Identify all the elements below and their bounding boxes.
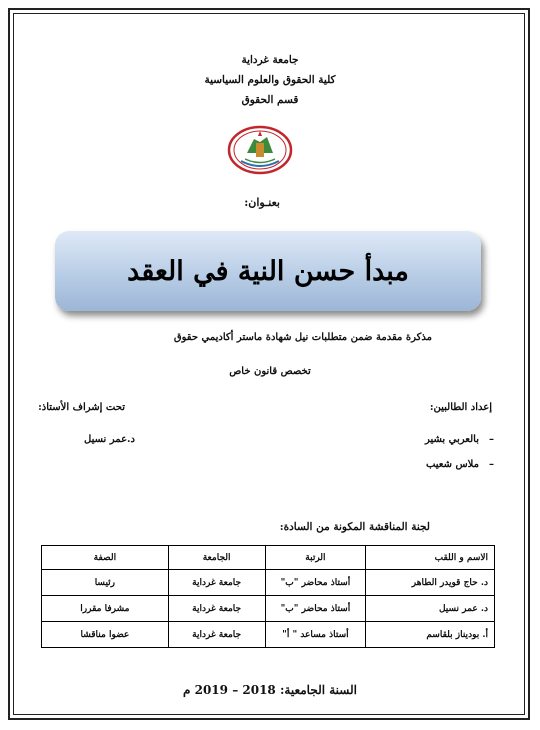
- member-rank: أستاذ مساعد " أ": [265, 622, 366, 648]
- faculty-name: كلية الحقوق والعلوم السياسية: [204, 74, 336, 86]
- student-item: [426, 459, 494, 470]
- table-row: [42, 570, 495, 596]
- university-name: جامعة غرداية: [241, 54, 299, 66]
- list-dash: –: [489, 459, 494, 470]
- department-name: قسم الحقوق: [241, 94, 299, 106]
- student-item: [425, 434, 494, 445]
- university-logo: [227, 123, 293, 175]
- subject-label: بعنـوان:: [244, 196, 280, 209]
- member-university: جامعة غرداية: [168, 570, 265, 596]
- specialization: تخصص قانون خاص: [229, 366, 311, 377]
- title-banner: [55, 231, 481, 311]
- student-name: بالعربي بشير: [424, 434, 479, 445]
- member-name: أ. بوديناز بلقاسم: [366, 622, 495, 648]
- supervisor-label: تحت إشراف الأستاذ:: [38, 402, 125, 413]
- header-name: الاسم و اللقب: [366, 546, 495, 570]
- table-row: [42, 596, 495, 622]
- thesis-title: مبدأ حسن النية في العقد: [127, 255, 409, 287]
- member-rank: أستاذ محاضر "ب": [265, 570, 366, 596]
- student-name: ملاس شعيب: [425, 459, 479, 470]
- table-row: [42, 622, 495, 648]
- academic-year: السنة الجامعية: 2018 – 2019 م: [183, 683, 357, 697]
- member-name: د. عمر نسيل: [366, 596, 495, 622]
- member-role: مشرفا مقررا: [42, 596, 169, 622]
- member-university: جامعة غرداية: [168, 622, 265, 648]
- header-university: الجامعة: [168, 546, 265, 570]
- member-name: د. حاج قويدر الطاهر: [366, 570, 495, 596]
- committee-label: لجنة المناقشة المكونة من السادة:: [279, 521, 430, 533]
- member-role: عضوا مناقشا: [42, 622, 169, 648]
- header-role: الصفة: [42, 546, 169, 570]
- member-rank: أستاذ محاضر "ب": [265, 596, 366, 622]
- supervisor-name: د.عمر نسيل: [84, 434, 135, 445]
- member-university: جامعة غرداية: [168, 596, 265, 622]
- preparation-label: إعداد الطالبين:: [429, 402, 492, 413]
- member-role: رئيسا: [42, 570, 169, 596]
- header-rank: الرتبة: [265, 546, 366, 570]
- table-header-row: [42, 546, 495, 570]
- memo-description: مذكرة مقدمة ضمن متطلبات نيل شهادة ماستر أكاديمي حقوق: [173, 332, 432, 343]
- committee-table: [41, 545, 495, 648]
- list-dash: –: [489, 434, 494, 445]
